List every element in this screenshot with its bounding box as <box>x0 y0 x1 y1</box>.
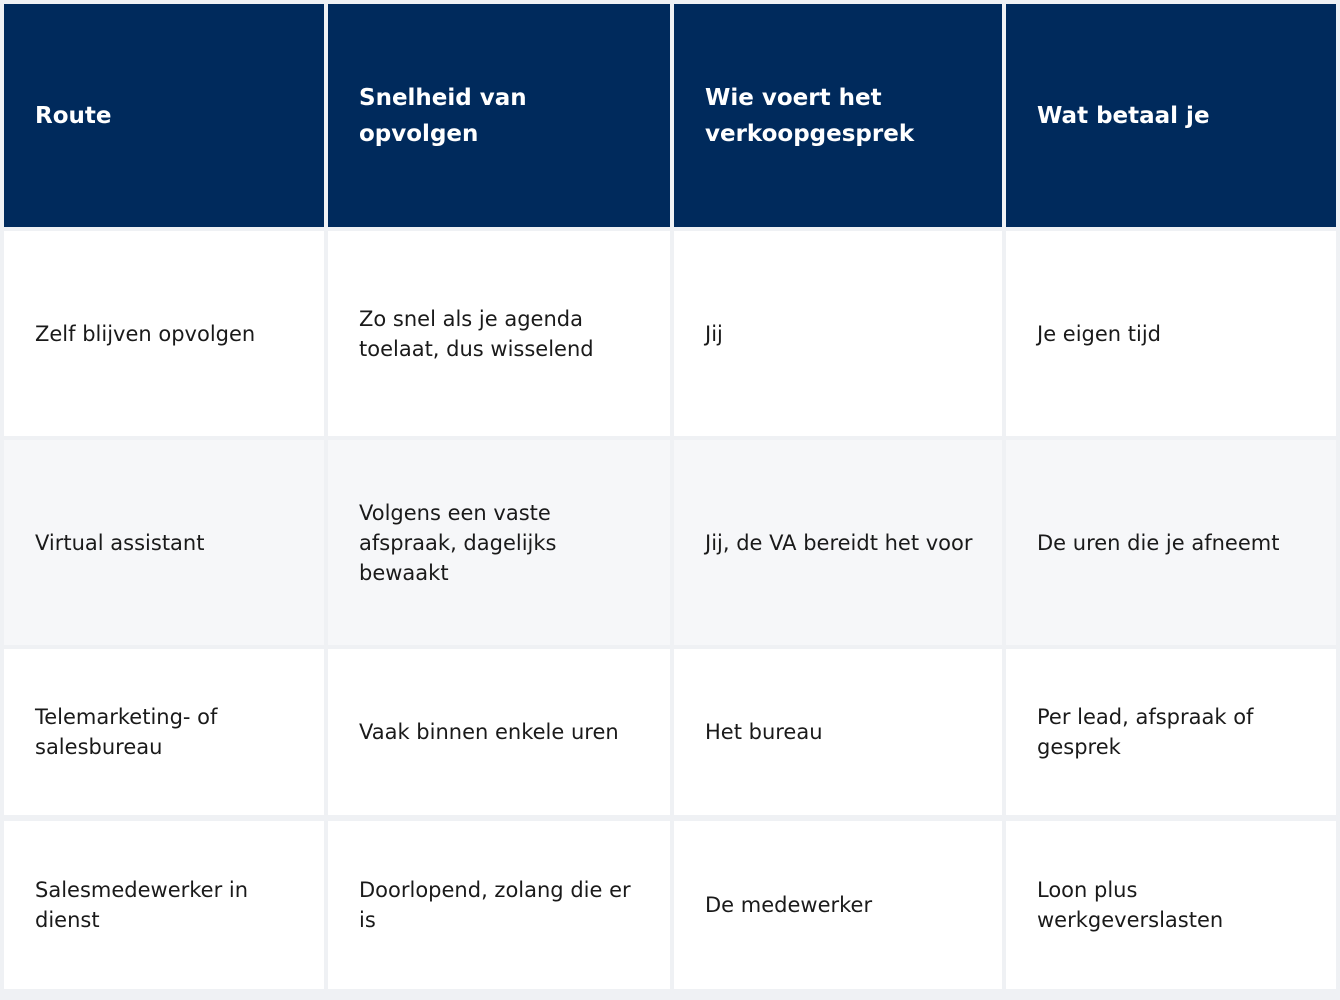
table-cell <box>328 440 670 645</box>
cell-text: Jij, de VA bereidt het voor <box>705 530 973 555</box>
cell-text: Het bureau <box>705 720 823 744</box>
table-cell <box>4 440 324 645</box>
table-cell <box>1006 649 1336 815</box>
header-cell-cost <box>1006 4 1336 227</box>
table-cell <box>674 821 1002 989</box>
table-cell <box>328 821 670 989</box>
cell-text: Vaak binnen enkele uren <box>359 720 619 744</box>
table-cell <box>674 440 1002 645</box>
cell-text: Salesmedewerker in dienst <box>35 878 249 932</box>
table-cell <box>4 231 324 436</box>
cell-text: Doorlopend, zolang die er is <box>359 878 631 932</box>
table-cell <box>4 649 324 815</box>
cell-text: Je eigen tijd <box>1037 321 1162 346</box>
table-cell <box>328 231 670 436</box>
header-label: Wat betaal je <box>1037 102 1210 129</box>
cell-text: De uren die je afneemt <box>1037 530 1280 555</box>
cell-text: Virtual assistant <box>35 530 205 555</box>
table-cell <box>1006 231 1336 436</box>
table-cell <box>674 231 1002 436</box>
table-cell <box>4 821 324 989</box>
cell-text: Loon plus werkgeverslasten <box>1037 878 1224 932</box>
table-cell <box>328 649 670 815</box>
cell-text: Zo snel als je agenda toelaat, dus wisselend <box>359 306 594 361</box>
header-cell-speed <box>328 4 670 227</box>
table-cell <box>674 649 1002 815</box>
cell-text: Per lead, afspraak of gesprek <box>1037 705 1254 759</box>
table-cell <box>1006 440 1336 645</box>
cell-text: Jij <box>705 321 723 346</box>
header-cell-who <box>674 4 1002 227</box>
cell-text: Telemarketing- of salesbureau <box>35 705 218 759</box>
header-label: Route <box>35 102 112 129</box>
cell-text: Volgens een vaste afspraak, dagelijks bewaakt <box>359 500 557 585</box>
comparison-table <box>4 4 1336 989</box>
header-cell-route <box>4 4 324 227</box>
cell-text: De medewerker <box>705 893 873 917</box>
header-label: Snelheid van opvolgen <box>359 84 527 147</box>
cell-text: Zelf blijven opvolgen <box>35 321 256 346</box>
header-label: Wie voert het verkoopgesprek <box>705 84 915 147</box>
table-cell <box>1006 821 1336 989</box>
